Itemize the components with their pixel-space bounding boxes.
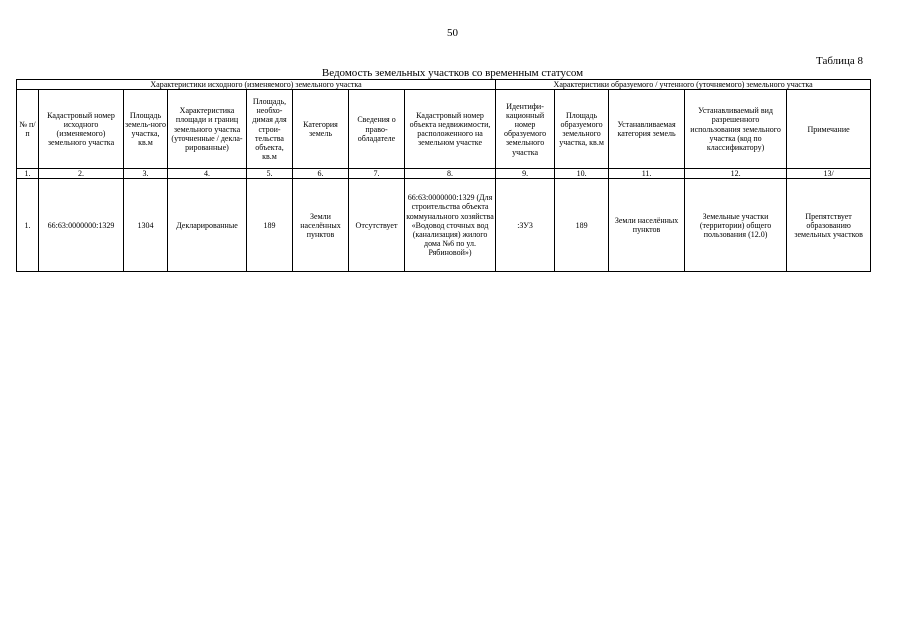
cell-object-cadastral-number: 66:63:0000000:1329 (Для строительства объекта коммунального хозяйства «Водовод сточных вод (канализация) жилого дома №6 по ул. Рябиновой») [405,179,496,272]
cell-note: Препятствует образованию земельных участков [787,179,871,272]
cell-source-area: 1304 [124,179,168,272]
header-cell: Устанавливаемая категория земель [609,90,685,169]
header-cell: Площадь образуемого земельного участка, кв.м [555,90,609,169]
header-cell: Характеристика площади и границ земельного участка (уточненные / декла-рированные) [168,90,247,169]
column-number: 8. [405,169,496,179]
header-cell: Площадь, необхо-димая для строи-тельства объекта, кв.м [247,90,293,169]
column-number: 5. [247,169,293,179]
cell-new-category: Земли населённых пунктов [609,179,685,272]
header-cell: Идентифи-кационный номер образуемого земельного участка [496,90,555,169]
cell-rights-holder: Отсутствует [349,179,405,272]
land-plots-table [16,79,871,272]
column-number: 7. [349,169,405,179]
header-cell: Устанавливаемый вид разрешенного использования земельного участка (код по классификатору) [685,90,787,169]
header-cell: № п/п [17,90,39,169]
table-title: Ведомость земельных участков со временным статусом [321,67,584,79]
column-number: 11. [609,169,685,179]
cell-source-cadastral-number: 66:63:0000000:1329 [39,179,124,272]
cell-required-area: 189 [247,179,293,272]
column-number: 10. [555,169,609,179]
group-header-new: Характеристики образуемого / учтенного (уточняемого) земельного участка [496,80,871,90]
column-number: 6. [293,169,349,179]
cell-new-plot-id: :ЗУ3 [496,179,555,272]
page-number: 50 [447,27,458,39]
column-header-row [17,90,871,169]
column-number: 12. [685,169,787,179]
cell-area-characteristic: Декларированные [168,179,247,272]
column-number: 4. [168,169,247,179]
header-cell: Примечание [787,90,871,169]
header-cell: Площадь земель-ного участка, кв.м [124,90,168,169]
group-header-row [17,80,871,90]
header-cell: Кадастровый номер объекта недвижимости, расположенного на земельном участке [405,90,496,169]
column-number: 1. [17,169,39,179]
header-cell: Сведения о право-обладателе [349,90,405,169]
table-label: Таблица 8 [816,55,864,67]
column-number: 9. [496,169,555,179]
column-number: 3. [124,169,168,179]
table-row [17,179,871,272]
header-cell: Категория земель [293,90,349,169]
cell-new-plot-area: 189 [555,179,609,272]
column-number-row [17,169,871,179]
cell-index: 1. [17,179,39,272]
header-cell: Кадастровый номер исходного (изменяемого) земельного участка [39,90,124,169]
cell-permitted-use: Земельные участки (территории) общего пользования (12.0) [685,179,787,272]
group-header-source: Характеристики исходного (изменяемого) земельного участка [17,80,496,90]
column-number: 2. [39,169,124,179]
column-number: 13/ [787,169,871,179]
cell-land-category: Земли населённых пунктов [293,179,349,272]
